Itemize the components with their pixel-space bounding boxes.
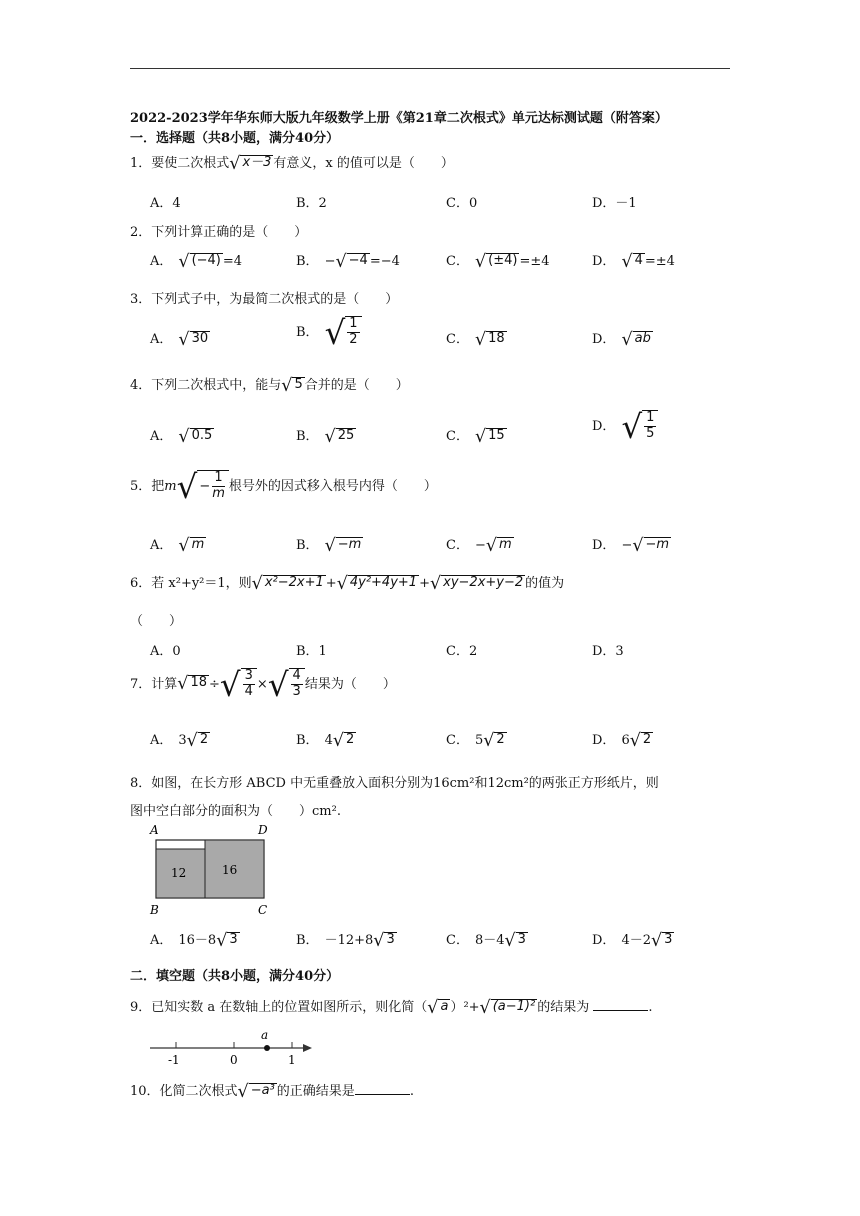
- q3-option-a[interactable]: A． √ 30: [150, 329, 209, 350]
- point-a-label: a: [261, 1028, 269, 1042]
- q5-option-d[interactable]: D． − √ −m: [592, 535, 670, 556]
- vertex-c: C: [258, 903, 268, 917]
- question-5: 5．把m √ − $\frac{1}{m}$ 根号外的因式移入根号内得（ ）: [130, 468, 437, 506]
- tick-label-1: 1: [288, 1053, 296, 1067]
- vertex-a: A: [150, 823, 159, 837]
- question-7: 7．计算 √ 18 ÷ √ $\frac{3}{4}$ × √ $\frac{4}{3}$ 结果为（ ）: [130, 666, 396, 704]
- question-1: 1．要使二次根式 √ x－3 有意义，x 的值可以是（ ）: [130, 153, 454, 174]
- tick-label-neg1: -1: [168, 1053, 180, 1067]
- q4-option-b[interactable]: B． √ 25: [296, 426, 355, 447]
- q7-option-b[interactable]: B． 4 √ 2: [296, 730, 355, 751]
- question-2: 2．下列计算正确的是（ ）: [130, 225, 308, 240]
- question-4: 4．下列二次根式中，能与 √ 5 合并的是（ ）: [130, 375, 409, 396]
- question-6: 6．若 x²+y²＝1，则 √ x²−2x+1 + √ 4y²+4y+1 + √ xy−2x+y−2 的值为: [130, 573, 565, 594]
- tick-label-0: 0: [230, 1053, 238, 1067]
- q6-option-b[interactable]: B．1: [296, 644, 327, 659]
- radical: √ x－3: [229, 153, 272, 174]
- q7-option-c[interactable]: C． 5 √ 2: [446, 730, 505, 751]
- answer-blank[interactable]: [355, 1084, 410, 1095]
- answer-blank[interactable]: [593, 1000, 648, 1011]
- q4-option-a[interactable]: A． √ 0.5: [150, 426, 213, 447]
- question-10: 10．化简二次根式 √ −a³ 的正确结果是 .: [130, 1081, 414, 1102]
- q6-option-c[interactable]: C．2: [446, 644, 478, 659]
- q1-option-b[interactable]: B．2: [296, 196, 327, 211]
- q1-option-c[interactable]: C．0: [446, 196, 478, 211]
- page-title: 2022-2023学年华东师大版九年级数学上册《第21章二次根式》单元达标测试题（附答案）: [130, 111, 668, 126]
- header-rule: [130, 68, 730, 69]
- q2-option-c[interactable]: C． √ (±4) =±4: [446, 251, 550, 272]
- q1-option-d[interactable]: D．－1: [592, 196, 637, 211]
- vertex-d: D: [258, 823, 268, 837]
- point-a: [264, 1045, 270, 1051]
- question-8-line-1: 8．如图，在长方形 ABCD 中无重叠放入面积分别为16cm²和12cm²的两张正方形纸片，则: [130, 776, 659, 791]
- q6-answer-paren: （ ）: [130, 614, 183, 629]
- q6-option-d[interactable]: D．3: [592, 644, 624, 659]
- section-2-heading: 二．填空题（共8小题，满分40分）: [130, 969, 340, 984]
- q2-option-a[interactable]: A． √ (−4) =4: [150, 251, 243, 272]
- q8-rectangle-figure: [146, 822, 276, 918]
- label-12: 12: [171, 866, 187, 880]
- question-8-line-2: 图中空白部分的面积为（ ）cm².: [130, 804, 341, 819]
- q5-option-b[interactable]: B． √ −m: [296, 535, 362, 556]
- q4-option-d[interactable]: D． √ $\frac{1}{5}$: [592, 410, 658, 443]
- question-9: 9．已知实数 a 在数轴上的位置如图所示，则化简（ √ a ）²+ √ (a−1)² 的结果为 .: [130, 997, 653, 1018]
- q8-option-b[interactable]: B． －12+8 √ 3: [296, 930, 395, 951]
- q9-number-line: [146, 1028, 316, 1070]
- question-3: 3．下列式子中，为最简二次根式的是（ ）: [130, 292, 399, 307]
- q2-option-d[interactable]: D． √ 4 =±4: [592, 251, 675, 272]
- axis-arrow: [303, 1044, 312, 1052]
- label-16: 16: [222, 863, 238, 877]
- q8-option-d[interactable]: D． 4－2 √ 3: [592, 930, 673, 951]
- q8-option-a[interactable]: A． 16－8 √ 3: [150, 930, 238, 951]
- q7-option-d[interactable]: D． 6 √ 2: [592, 730, 652, 751]
- q3-option-b[interactable]: B． √ $\frac{1}{2}$: [296, 316, 362, 349]
- section-1-heading: 一．选择题（共8小题，满分40分）: [130, 131, 340, 146]
- q6-option-a[interactable]: A．0: [150, 644, 181, 659]
- q8-option-c[interactable]: C． 8－4 √ 3: [446, 930, 526, 951]
- q1-option-a[interactable]: A．4: [150, 196, 181, 211]
- vertex-b: B: [150, 903, 159, 917]
- q4-option-c[interactable]: C． √ 15: [446, 426, 505, 447]
- q5-option-c[interactable]: C． − √ m: [446, 535, 512, 556]
- q7-option-a[interactable]: A． 3 √ 2: [150, 730, 209, 751]
- q2-option-b[interactable]: B． − √ −4 =−4: [296, 251, 400, 272]
- q5-option-a[interactable]: A． √ m: [150, 535, 205, 556]
- q3-option-c[interactable]: C． √ 18: [446, 329, 505, 350]
- q3-option-d[interactable]: D． √ ab: [592, 329, 651, 350]
